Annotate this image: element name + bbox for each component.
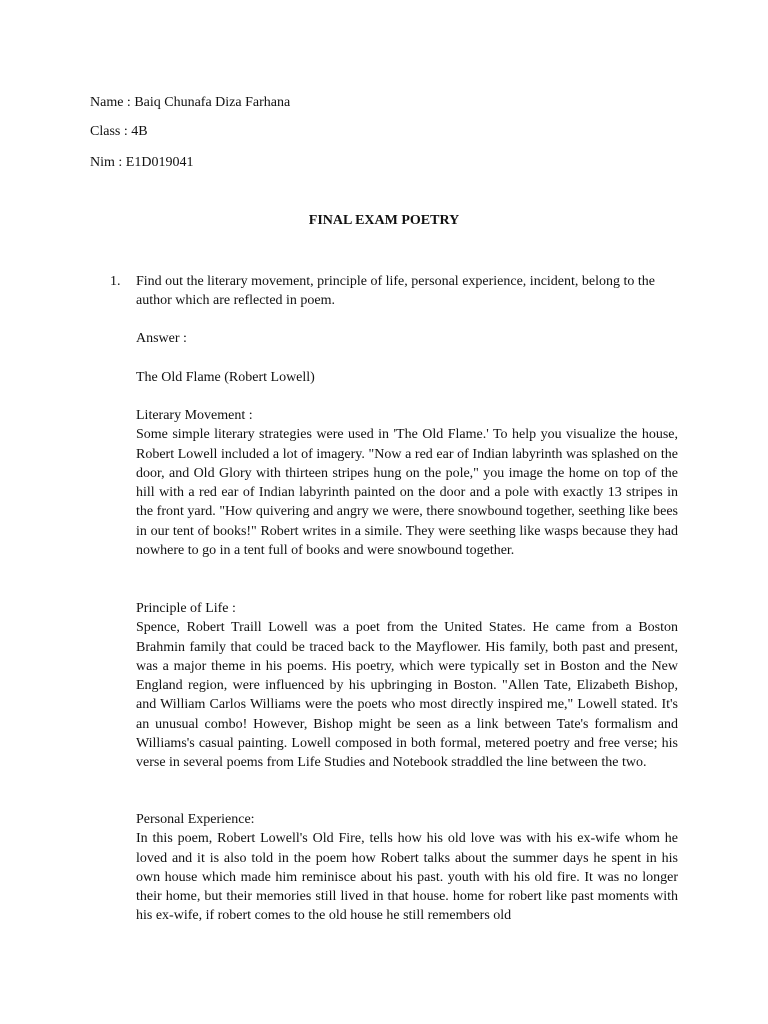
personal-experience-body: In this poem, Robert Lowell's Old Fire, tells how his old love was with his ex-wife whom he loved and it is also told in the poem how Robert talks about the summer days he spent in his own house which made him reminisce about his past. youth with his old fire. It was no longer their home, but their memories still lived in that house. home for robert like past moments with his ex-wife, if robert comes to the old house he still remembers old xyxy=(136,831,678,924)
literary-movement-heading: Literary Movement : xyxy=(136,408,253,423)
exam-title: FINAL EXAM POETRY xyxy=(308,213,460,228)
question-text: Find out the literary movement, principle of life, personal experience, incident, belong to the author which are reflected in poem. xyxy=(136,274,656,308)
poem-title: The Old Flame (Robert Lowell) xyxy=(136,370,315,385)
student-name: Name : Baiq Chunafa Diza Farhana xyxy=(90,95,291,110)
student-class: Class : 4B xyxy=(90,124,148,139)
literary-movement-body: Some simple literary strategies were used in 'The Old Flame.' To help you visualize the house, Robert Lowell included a lot of imagery. "Now a red ear of Indian labyrinth was splashed on the door, and Old Glory with thirteen stripes hung on the pole," you image the home on top of the hill with a red ear of Indian labyrinth painted on the door and a pole with exactly 13 stripes in the front yard. "How quivering and angry we were, there snowbound together, seething like bees in our tent of books!" Robert writes in a simile. They were seething like wasps because they had nowhere to go in a tent full of books and were snowbound together. xyxy=(136,427,678,559)
answer-label: Answer : xyxy=(136,331,187,346)
personal-experience-section xyxy=(136,810,678,926)
principle-of-life-heading: Principle of Life : xyxy=(136,601,236,616)
student-nim: Nim : E1D019041 xyxy=(90,155,194,170)
question-number: 1. xyxy=(110,274,121,289)
principle-of-life-section xyxy=(136,599,678,773)
principle-of-life-body: Spence, Robert Traill Lowell was a poet from the United States. He came from a Boston Brahmin family that could be traced back to the Mayflower. His family, both past and present, was a major theme in his poems. His poetry, which were typically set in Boston and the New England region, were influenced by his upbringing in Boston. "Allen Tate, Elizabeth Bishop, and William Carlos Williams were the poets who most directly inspired me," Lowell stated. It's an unusual combo! However, Bishop might be seen as a link between Tate's formalism and Williams's casual painting. Lowell composed in both formal, metered poetry and free verse; his verse in several poems from Life Studies and Notebook straddled the line between the two. xyxy=(136,620,678,771)
literary-movement-section xyxy=(136,406,678,560)
personal-experience-heading: Personal Experience: xyxy=(136,812,255,827)
